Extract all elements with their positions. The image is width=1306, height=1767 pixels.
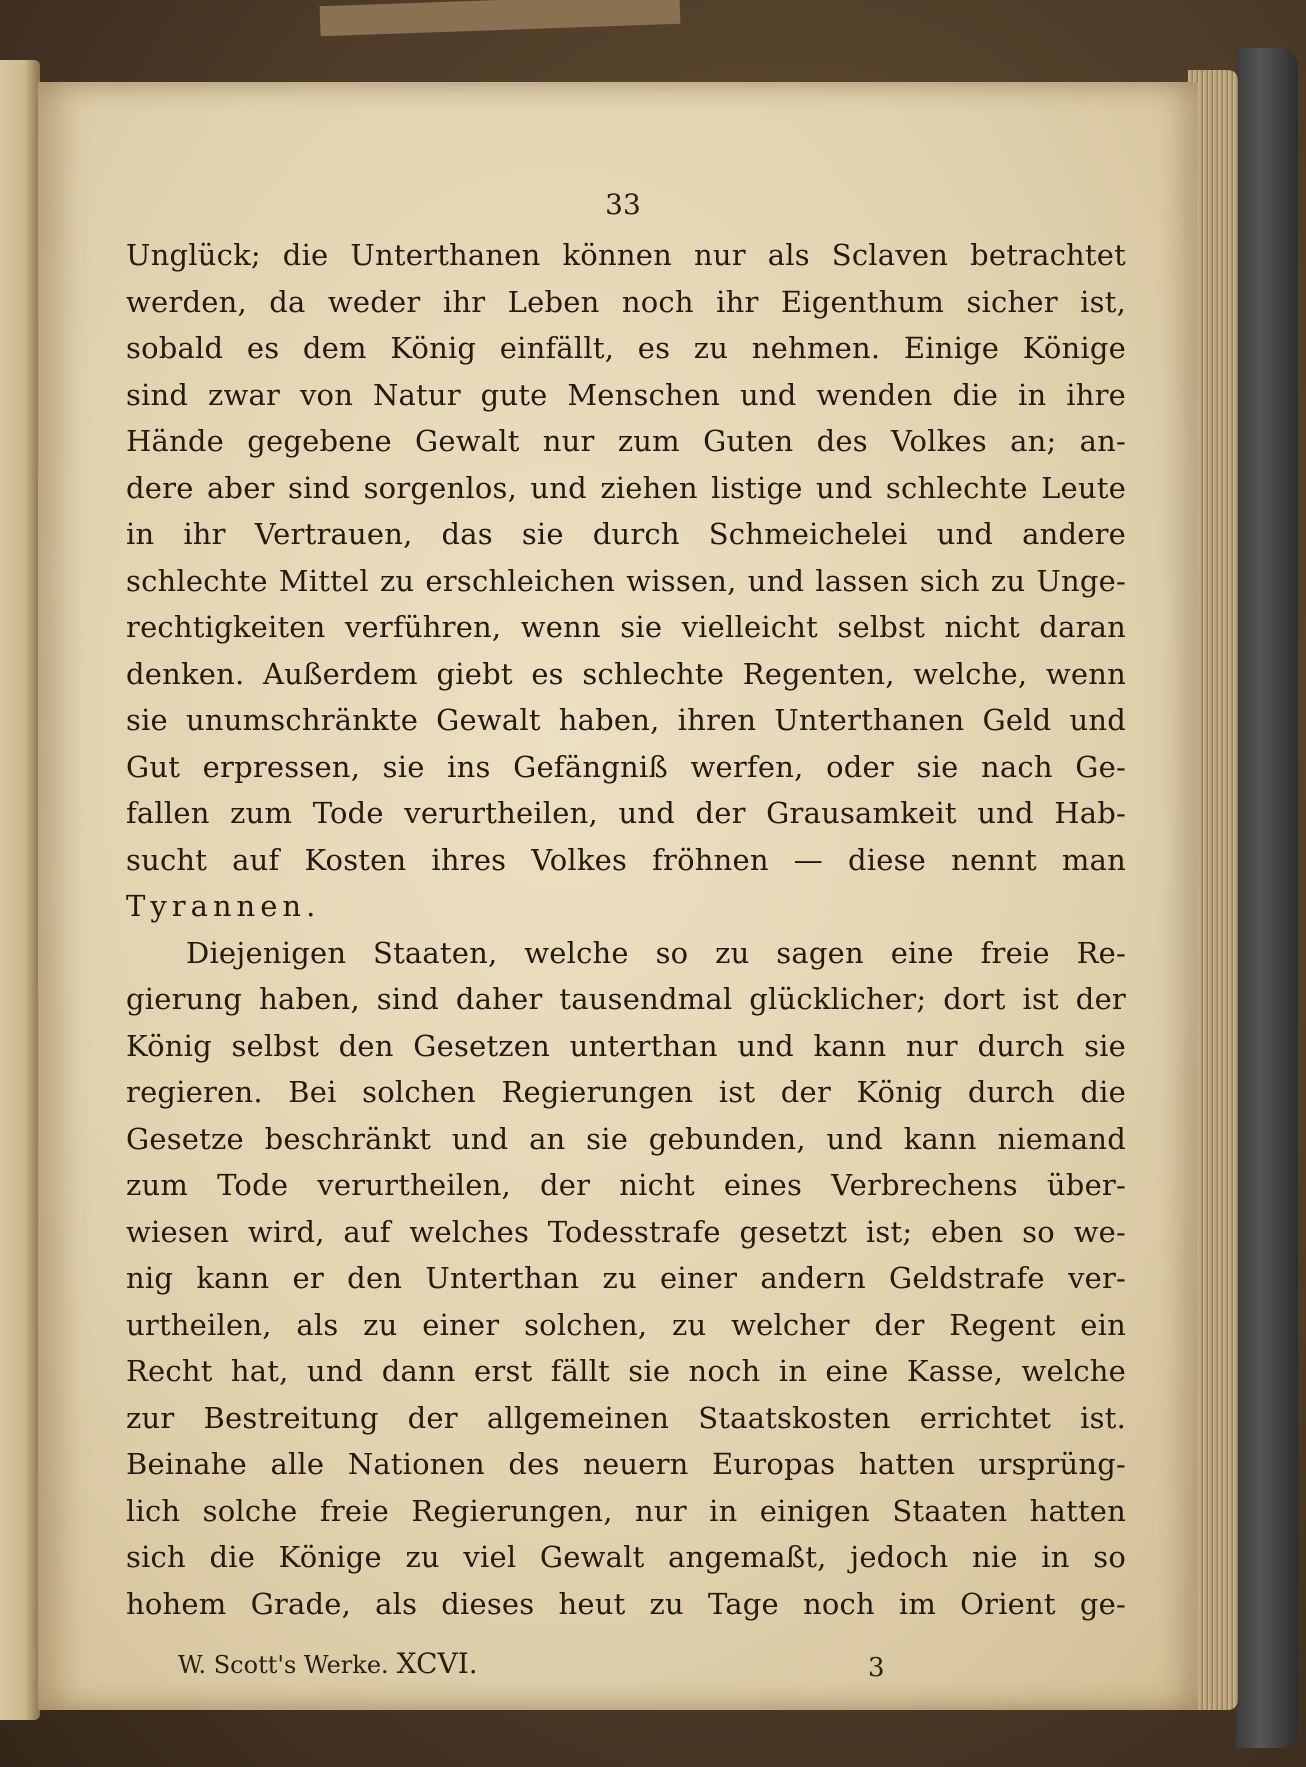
left-page-edge xyxy=(0,60,40,1720)
text-line: sie unumschränkte Gewalt haben, ihren Unterthanen Geld und xyxy=(126,703,1126,737)
text-line: Gut erpressen, sie ins Gefängniß werfen, oder sie nach Ge- xyxy=(126,749,1126,784)
signature-text: W. Scott's Werke. xyxy=(178,1651,389,1679)
book-cover-edge xyxy=(1236,48,1298,1748)
text-line: schlechte Mittel zu erschleichen wissen, und lassen sich zu Unge- xyxy=(126,563,1126,598)
signature-line xyxy=(178,1647,478,1680)
text-line: zur Bestreitung der allgemeinen Staatskosten errichtet ist. xyxy=(126,1400,1126,1435)
text-line: urtheilen, als zu einer solchen, zu welcher der Regent ein xyxy=(126,1307,1126,1342)
text-line: gierung haben, sind daher tausendmal glücklicher; dort ist der xyxy=(126,982,1126,1016)
text-line: Gesetze beschränkt und an sie gebunden, und kann niemand xyxy=(126,1121,1126,1156)
text-line: in ihr Vertrauen, das sie durch Schmeichelei und andere xyxy=(126,517,1126,551)
text-line: wiesen wird, auf welches Todesstrafe gesetzt ist; eben so we- xyxy=(126,1214,1126,1249)
text-line: Hände gegebene Gewalt nur zum Guten des Volkes an; an- xyxy=(126,424,1126,458)
page-number: 33 xyxy=(605,188,641,221)
text-line: fallen zum Tode verurtheilen, und der Grausamkeit und Hab- xyxy=(126,796,1126,830)
text-line: Recht hat, und dann erst fällt sie noch in eine Kasse, welche xyxy=(126,1354,1126,1388)
volume-number: XCVI. xyxy=(396,1647,478,1680)
paragraph-start-line: Diejenigen Staaten, welche so zu sagen eine freie Re- xyxy=(186,935,1126,970)
text-line: hohem Grade, als dieses heut zu Tage noch im Orient ge- xyxy=(126,1586,1126,1621)
text-line: sobald es dem König einfällt, es zu nehmen. Einige Könige xyxy=(126,331,1126,365)
text-line: zum Tode verurtheilen, der nicht eines Verbrechens über- xyxy=(126,1168,1126,1202)
text-line: Beinahe alle Nationen des neuern Europas hatten ursprüng- xyxy=(126,1447,1126,1481)
page-footer xyxy=(178,1647,1058,1687)
text-line: werden, da weder ihr Leben noch ihr Eigenthum sicher ist, xyxy=(126,284,1126,319)
book-page xyxy=(38,82,1198,1710)
text-line: Unglück; die Unterthanen können nur als Sclaven betrachtet xyxy=(126,238,1126,272)
text-line: lich solche freie Regierungen, nur in einigen Staaten hatten xyxy=(126,1493,1126,1528)
sheet-mark: 3 xyxy=(868,1653,885,1683)
body-text xyxy=(126,232,1126,1627)
text-line: König selbst den Gesetzen unterthan und kann nur durch sie xyxy=(126,1028,1126,1063)
text-line: sind zwar von Natur gute Menschen und wenden die in ihre xyxy=(126,377,1126,412)
text-line: regieren. Bei solchen Regierungen ist der König durch die xyxy=(126,1075,1126,1109)
text-line: denken. Außerdem giebt es schlechte Regenten, welche, wenn xyxy=(126,656,1126,691)
text-line: Tyrannen. xyxy=(126,889,321,923)
text-line: rechtigkeiten verführen, wenn sie vielleicht selbst nicht daran xyxy=(126,610,1126,644)
text-line: sich die Könige zu viel Gewalt angemaßt, jedoch nie in so xyxy=(126,1540,1126,1574)
text-line: sucht auf Kosten ihres Volkes fröhnen — diese nennt man xyxy=(126,842,1126,877)
text-line: nig kann er den Unterthan zu einer andern Geldstrafe ver- xyxy=(126,1261,1126,1295)
text-line: dere aber sind sorgenlos, und ziehen listige und schlechte Leute xyxy=(126,470,1126,505)
